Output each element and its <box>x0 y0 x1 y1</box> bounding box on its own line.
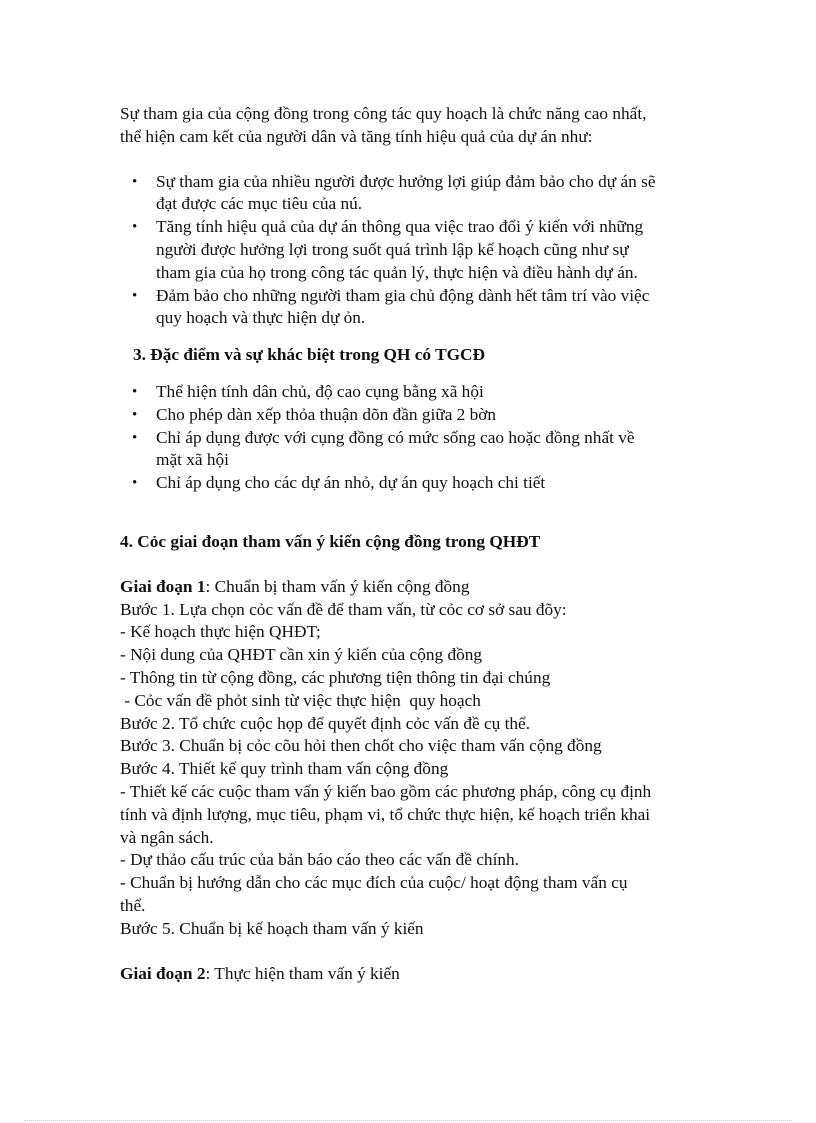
stage-1-text: : Chuẩn bị tham vấn ý kiến cộng đồng <box>205 576 470 596</box>
section-3-heading: 3. Đặc điểm và sự khác biệt trong QH có TGCĐ <box>133 345 485 365</box>
list-item: • Thể hiện tính dân chủ, độ cao cụng bằng xã hội <box>120 381 710 404</box>
benefits-list <box>120 171 710 331</box>
step-line: - Kế hoạch thực hiện QHĐT; <box>120 622 321 642</box>
list-item: • Chỉ áp dụng được với cụng đồng có mức sống cao hoặc đồng nhất về mặt xã hội <box>120 427 710 473</box>
step-line: - Dự thảo cấu trúc của bản báo cáo theo các vấn đề chính. <box>120 850 519 870</box>
stage-2-label: Giai đoạn 2 <box>120 963 206 983</box>
list-item: • Chỉ áp dụng cho các dự án nhỏ, dự án quy hoạch chi tiết <box>120 472 710 495</box>
list-item: • Sự tham gia của nhiều người được hưởng lợi giúp đảm bảo cho dự án sẽ đạt được các mục tiêu của nú. <box>120 171 710 217</box>
step-line: Bước 3. Chuẩn bị cỏc cõu hỏi then chốt cho việc tham vấn cộng đồng <box>120 736 602 756</box>
step-line: - Chuẩn bị hướng dẫn cho các mục đích của cuộc/ hoạt động tham vấn cụ <box>120 873 628 893</box>
step-line: Bước 5. Chuẩn bị kế hoạch tham vấn ý kiến <box>120 918 424 938</box>
step-line: - Cỏc vấn đề phỏt sinh từ việc thực hiện quy hoạch <box>120 690 481 710</box>
step-line: - Thiết kế các cuộc tham vấn ý kiến bao gồm các phương pháp, công cụ định <box>120 781 652 801</box>
step-line: - Nội dung của QHĐT cần xin ý kiến của cộng đồng <box>120 645 483 665</box>
stage-2-line <box>120 963 710 986</box>
page-bottom-divider <box>24 1120 792 1121</box>
stage-1-line <box>120 576 710 599</box>
section-3-list <box>120 381 710 495</box>
step-line: và ngân sách. <box>120 827 214 847</box>
step-line: - Thông tin từ cộng đồng, các phương tiện thông tin đại chúng <box>120 667 551 687</box>
list-item: • Tăng tính hiệu quả của dự án thông qua việc trao đổi ý kiến với những người được hưởng lợi trong suốt quá trình lập kế hoạch cũng như sự tham gia của họ trong công tác quản lý, thực hiện và điều hành dự án. <box>120 216 710 284</box>
step-line: tính và định lượng, mục tiêu, phạm vi, tổ chức thực hiện, kế hoạch triển khai <box>120 804 651 824</box>
step-line: Bước 1. Lựa chọn cỏc vấn đề để tham vấn, từ cỏc cơ sở sau đõy: <box>120 599 567 619</box>
intro-line: Sự tham gia của cộng đồng trong công tác quy hoạch là chức năng cao nhất, <box>120 104 647 123</box>
list-item: • Đảm bảo cho những người tham gia chủ động dành hết tâm trí vào việc quy hoạch và thực hiện dự ỏn. <box>120 285 710 331</box>
step-line: Bước 2. Tổ chức cuộc họp để quyết định cỏc vấn đề cụ thể. <box>120 713 531 733</box>
intro-line: thể hiện cam kết của người dân và tăng tính hiệu quả của dự án như: <box>120 126 593 146</box>
section-4-heading: 4. Cỏc giai đoạn tham vấn ý kiến cộng đồng trong QHĐT <box>120 531 541 551</box>
list-item: • Cho phép dàn xếp thỏa thuận dõn đần giữa 2 bờn <box>120 404 710 427</box>
step-line: thể. <box>120 895 146 915</box>
step-line: Bước 4. Thiết kế quy trình tham vấn cộng đồng <box>120 759 449 779</box>
stage-2-text: : Thực hiện tham vấn ý kiến <box>205 963 400 983</box>
stage-1-label: Giai đoạn 1 <box>120 576 206 596</box>
document-body <box>120 103 710 985</box>
